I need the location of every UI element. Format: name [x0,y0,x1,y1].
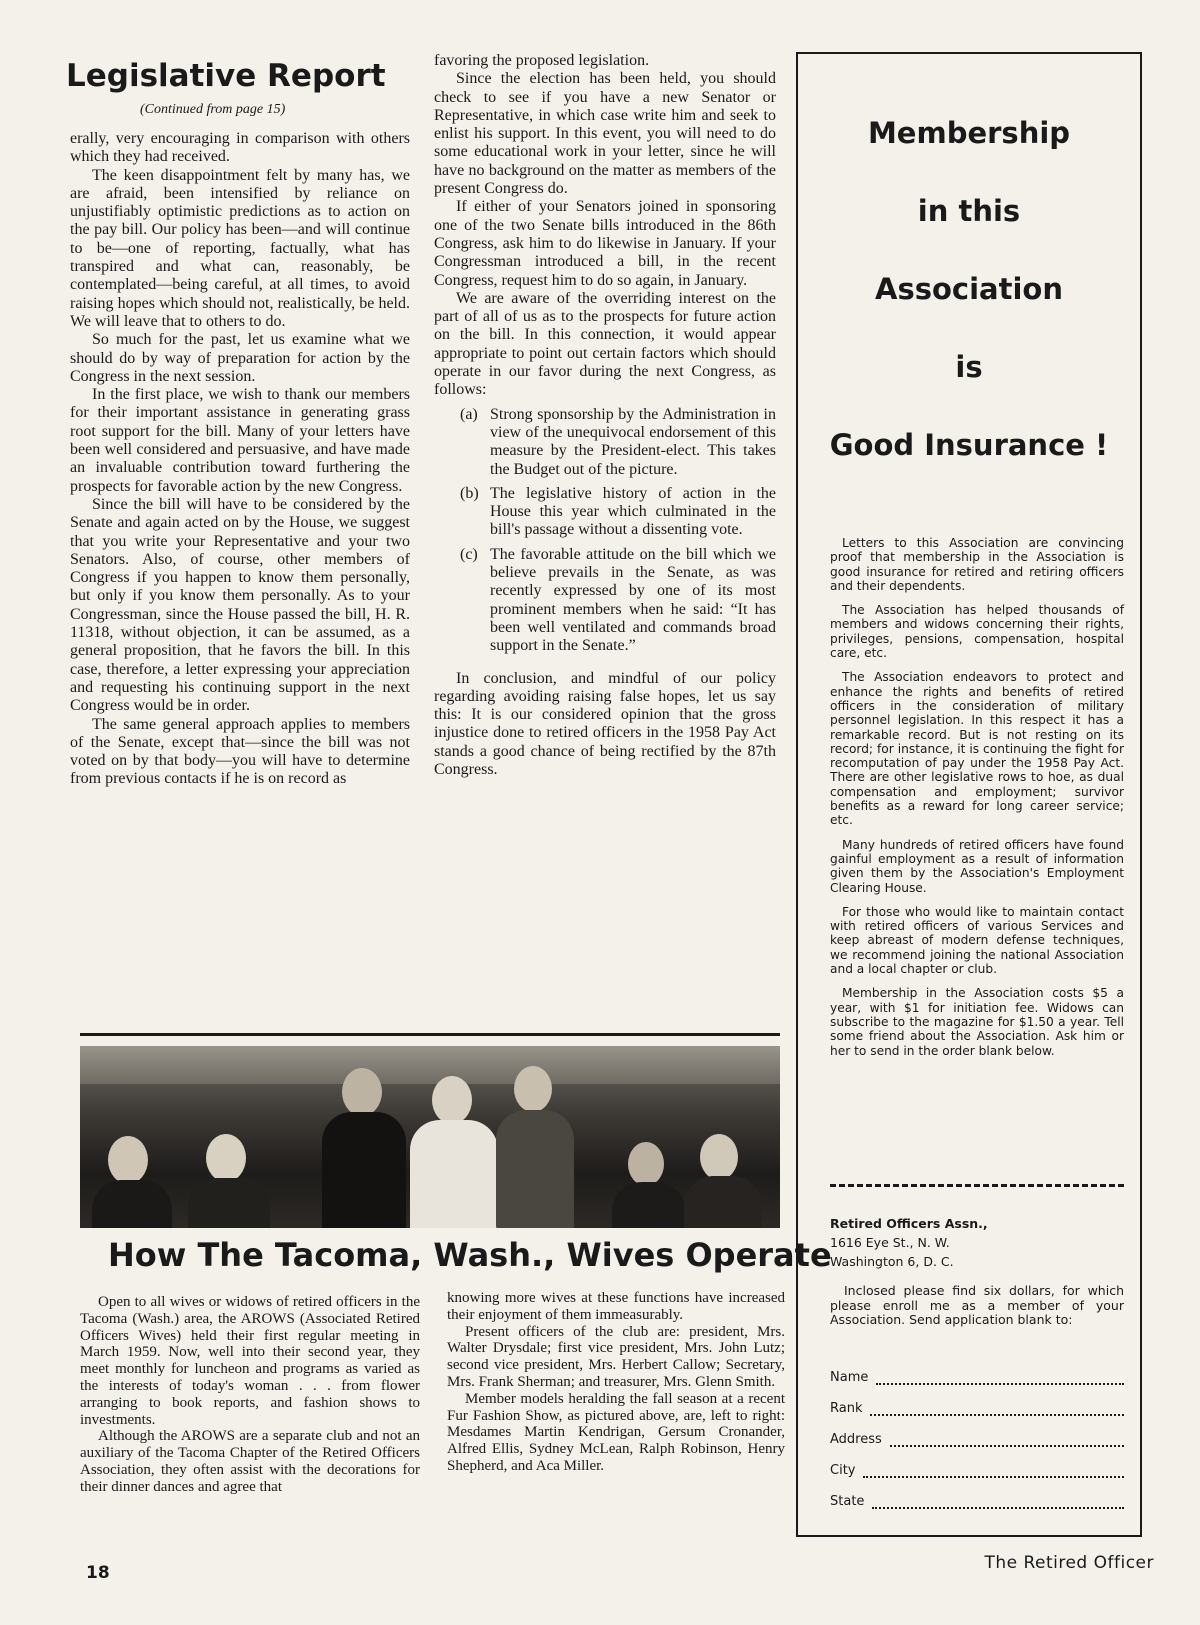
field-label: Rank [830,1401,863,1416]
address-line: Retired Officers Assn., [830,1216,988,1231]
paragraph: In conclusion, and mindful of our policy regarding avoiding raising false hopes, let us say this: It is our considered opinion that the gross injustice done to retired officers in the 1958 Pay Act stands a good chance of being rectified by the 87th Congress. [434,669,776,778]
paragraph: In the first place, we wish to thank our members for their important assistance in generating grass root support for the bill. Many of your letters have been well considered and persuasive, and have made an invaluable contribution toward furthering the prospects for favorable action by the new Congress. [70,386,410,495]
section-divider [80,1033,780,1036]
mailing-address [830,1214,988,1271]
tacoma-column-1 [80,1294,420,1496]
list-item-c [460,546,776,656]
paragraph: We are aware of the overriding interest on the part of all of us as to the prospects for future action on the bill. In this connection, it would appear appropriate to point out certain factors which should operate in our favor during the next Congress, as follows: [434,289,776,399]
address-line: Washington 6, D. C. [830,1254,954,1269]
paragraph: The keen disappointment felt by many has, we are afraid, been intensified by reliance on unjustifiably optimistic predictions as to action on the pay bill. Our policy has been—and will continue to be—one of reporting, factually, what has transpired and what can, reasonably, be contemplated—being careful, at all times, to avoid raising hopes which should not, realistically, be held. We will leave that to others to do. [70,166,410,330]
paragraph: Membership in the Association costs $5 a year, with $1 for initiation fee. Widows can subscribe to the magazine for $1.50 a year. Tell some friend about the Association. Ask him or her to send in the order blank below. [830,986,1124,1058]
form-field-name[interactable] [830,1370,1124,1385]
field-blank[interactable] [872,1497,1124,1509]
form-field-state[interactable] [830,1494,1124,1509]
field-blank[interactable] [863,1466,1124,1478]
membership-ad-box [796,52,1142,1537]
paragraph: Many hundreds of retired officers have found gainful employment as a result of information given them by the Association's Employment Clearing House. [830,837,1124,895]
field-blank[interactable] [876,1373,1124,1385]
paragraph: The Association endeavors to protect and enhance the rights and benefits of retired officers in the consideration of military personnel legislation. In this respect it has a remarkable record. But is not resting on its record; for instance, it is continuing the fight for recomputation of pay under the 1958 Pay Act. There are other legislative rows to hoe, as dual compensation and employment; survivor benefits as a reward for long career service; etc. [830,670,1124,828]
paragraph: For those who would like to maintain contact with retired officers of various Services and keep abreast of modern defense techniques, we recommend joining the national Association and a local chapter or club. [830,904,1124,977]
membership-description [830,536,1124,1068]
paragraph: If either of your Senators joined in sponsoring one of the two Senate bills introduced in the 86th Congress, ask him to do likewise in January. If your Congressman introduced a bill, in the recent Congress, request him to do so again, in January. [434,198,776,289]
headline-line: Association [875,272,1063,306]
paragraph: Since the bill will have to be considered by the Senate and again acted on by the House, we suggest that you write your Representative and your two Senators. Also, of course, other members of Congress if you happen to know them personally, but only if you know them personally. As to your Congressman, since the House passed the bill, H. R. 11318, without objection, it can be assumed, as a general proposition, that he favors the bill. In this case, therefore, a letter expressing your appreciation and requesting his continuing support in the next Congress would be in order. [70,495,410,715]
paragraph: The Association has helped thousands of members and widows concerning their rights, privileges, pensions, compensation, hospital care, etc. [830,603,1124,661]
publication-name: The Retired Officer [984,1553,1154,1573]
field-blank[interactable] [890,1435,1124,1447]
field-blank[interactable] [870,1404,1124,1416]
field-label: Address [830,1432,882,1447]
list-label: (a) [460,405,478,423]
headline-line: Membership [867,116,1071,150]
paragraph: Member models heralding the fall season at a recent Fur Fashion Show, as pictured above, are, left to right: Mesdames Martin Kendrigan, Gersum Cronander, Alfred Ellis, Sydney McLean, Ralph Robinson, Henry Shepherd, and Aca Miller. [447,1390,785,1474]
paragraph: Since the election has been held, you should check to see if you have a new Senator or Representative, in which case write him and seek to enlist his support. In this event, you will need to do some educational work in your letter, since he will have no background on the matter as members of the present Congress do. [434,70,776,198]
address-line: 1616 Eye St., N. W. [830,1235,950,1250]
paragraph: knowing more wives at these functions have increased their enjoyment of them immeasurably. [447,1290,785,1323]
list-text: Strong sponsorship by the Administration in view of the unequivocal endorsement of this measure by the President-elect. This takes the Budget out of the picture. [490,405,776,478]
article-column-2 [434,52,776,779]
headline-line: is [955,350,983,384]
article-title: Legislative Report [66,58,386,94]
paragraph: favoring the proposed legislation. [434,52,650,69]
page-number: 18 [86,1563,110,1583]
list-item-a [460,406,776,479]
headline-line: in this [917,194,1021,228]
form-field-address[interactable] [830,1432,1124,1447]
tacoma-article-title: How The Tacoma, Wash., Wives Operate [108,1236,832,1274]
field-label: State [830,1494,865,1509]
list-text: The favorable attitude on the bill which we believe prevails in the Senate, as was recently expressed by one of its most prominent members when he said: “It has been well ventilated and commands broad support in the Senate.” [490,545,776,655]
form-field-rank[interactable] [830,1401,1124,1416]
paragraph: Although the AROWS are a separate club and not an auxiliary of the Tacoma Chapter of the Retired Officers Association, they often assist with the decorations for their dinner dances and agree that [80,1428,420,1495]
paragraph: Present officers of the club are: president, Mrs. Walter Drysdale; first vice president, Mrs. John Lutz; second vice president, Mrs. Herbert Callow; Secretary, Mrs. Frank Sherman; and treasurer, Mrs. Glenn Smith. [447,1323,785,1390]
paragraph: Open to all wives or widows of retired officers in the Tacoma (Wash.) area, the AROWS (Associated Retired Officers Wives) held their first regular meeting in March 1959. Now, well into their second year, they meet monthly for luncheon and programs as varied as the interests of today's woman . . . from flower arranging to book reports, and fashion shows to investments. [80,1294,420,1428]
form-field-city[interactable] [830,1463,1124,1478]
cut-line [830,1184,1124,1187]
photo-ceiling [80,1046,780,1084]
tacoma-column-2 [447,1290,785,1475]
list-item-b [460,485,776,540]
enrollment-instructions: Inclosed please find six dollars, for which please enroll me as a member of your Association. Send application blank to: [830,1283,1124,1327]
group-photo [80,1046,780,1228]
continued-note: (Continued from page 15) [140,102,286,117]
headline-line: Good Insurance ! [829,428,1109,462]
field-label: City [830,1463,856,1478]
article-column-1 [70,130,410,789]
field-label: Name [830,1370,869,1385]
list-label: (c) [460,545,478,563]
paragraph: So much for the past, let us examine what we should do by way of preparation for action by the Congress in the next session. [70,331,410,385]
paragraph: Letters to this Association are convincing proof that membership in the Association is good insurance for retired and retiring officers and their dependents. [830,536,1124,593]
paragraph: erally, very encouraging in comparison with others which they had received. [70,130,410,166]
paragraph: The same general approach applies to members of the Senate, except that—since the bill was not voted on by that body—you will have to determine from previous contacts if he is on record as [70,715,410,788]
list-text: The legislative history of action in the House this year which culminated in the bill's passage without a dissenting vote. [490,484,776,539]
list-label: (b) [460,484,479,502]
